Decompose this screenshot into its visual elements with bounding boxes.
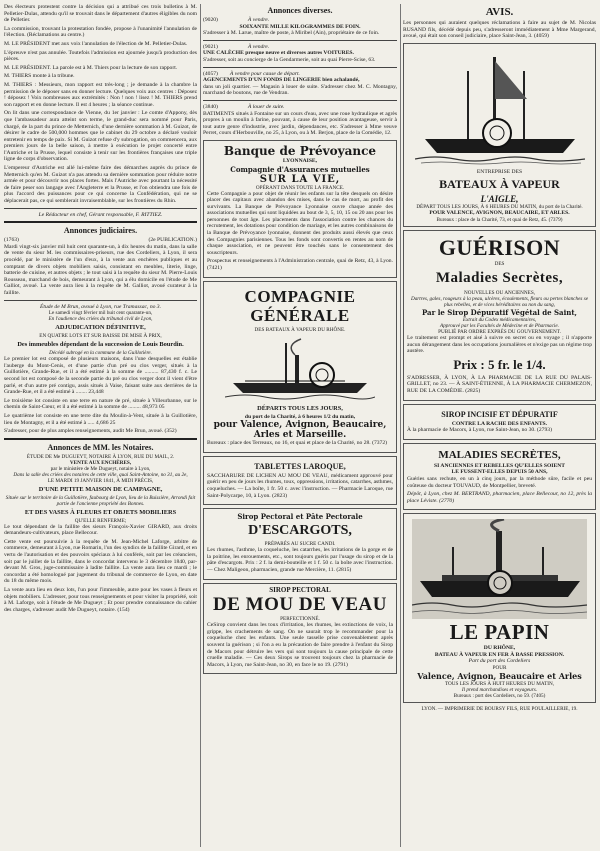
tablettes-title: TABLETTES LAROQUE, [254,461,346,471]
adjudication-sub: EN QUATRE LOTS ET SUR BAISSE DE MISE À PRIX, [39,333,162,340]
imprint: LYON. — IMPRIMERIE DE BOURSY FILS, RUE POULAILLERIE, 19. [421,706,578,713]
divider [203,67,397,68]
steamboat-illustration [412,519,587,619]
guerison-ad [403,230,596,401]
ad-label: À vendre. [247,43,270,50]
maladies-title: Maladies Secrètes, [435,269,564,286]
notice-text: Mardi vingt-six janvier mil huit cent quarante-un, à dix heures du matin, dans la salle de vente du sieur M. les commissaires-priseurs, rue des Cordeliers, à Lyon, il sera procédé, par le ministère de l'un d'eux, à la vente aux enchères publiques et au comptant de divers objets mobiliers saisis, consistant en meubles, literie, linge, batterie de cuisine, et autres objets ; le tout saisi à la requête du sieur M. Pierre-Louis Rousseau, marchand de bois, demeurant à Lyon, qui a élu domicile en l'étude de Me Galliot, avoué. La vente aura lieu à la requête de M. Galliot, avoué curateur à la faillite. [4,243,197,296]
sirop-incisif-ad [403,404,596,440]
notice-number: (1763) [4,237,19,244]
guerison-text: Le traitement est prompt et aisé à suivre en secret ou en voyage ; il n'apporte aucun dérangement dans les occupations journalières et n'exige pas un régime trop austère. [407,334,592,355]
banque-sub: LYONNAISE, [282,157,318,164]
vases-heading: ET DES VASES À FLEURS ET OBJETS MOBILIERS [24,508,177,516]
ad-number: (4057) [203,70,218,77]
ad-header [203,71,397,78]
paragraph: Des électeurs protestent contre la décision qui a attribué ces trois bulletins à M. Pelletier-Dulas, attendu qu'il se trouvait dans le département d'autres éligibles du nom de Pelletier. [4,4,197,24]
signature: Le Rédacteur en chef, Gérant responsable, F. RITTIEZ. [38,211,163,218]
papin-footer: Bureaux : port des Cordeliers, no 59. (7405) [453,693,546,700]
compagnie-generale-ad [203,281,397,453]
ad-number: (9020) [203,17,218,23]
ad-label: À louer de suite. [247,103,285,110]
ad-header [203,104,397,111]
sirop-mou-de-veau-ad [203,583,397,675]
departs-heading: DÉPARTS TOUS LES JOURS, [257,404,343,412]
column-rule [400,4,401,847]
tablettes-laroque-ad [203,456,397,505]
notaires-sub: Dans la salle des criées des notaires de cette ville, quai Saint-Antoine, no 31, au 2e, [13,471,188,478]
classified-ad [203,17,397,37]
classified-ad [203,44,397,64]
ad-number: (3840) [203,103,218,110]
divider [4,221,197,223]
ad-heading: SOIXANTE MILLE KILOGRAMMES DE FOIN. [239,23,361,30]
escargots-sub: PRÉPARÉS AU SUCRE CANDI. [264,541,336,548]
papin-sub: Il prend marchandises et voyageurs. [461,687,538,694]
paragraph: Le troisième lot consiste en une terre en nature de pré, située à Villeurbanne, sur le chemin de Saint-Cœur, et il a été estimé à la somme de ......... 48,973 05 [4,397,197,411]
papin-destinations: Valence, Avignon, Beaucaire et Arles [417,671,582,682]
notice-header [4,237,197,244]
maladies2-title: MALADIES SECRÈTES, [438,448,561,461]
paragraph: On lit dans une correspondance de Vienne, du 1er janvier : Le comte d'Appony, dès que l'ambassadeur aura atteint son terme, le grand-duc sera nommé pour Paris, chargé, de la part du prince de Metternich, d'une dernière sommation à M. Guizot, de désirer le cadre de 500,000 hommes que le cabinet du 29 octobre a déclaré vouloir entretenir en temps de paix. Si M. Guizot refuse d'y subrogation, on commencera, aux premiers jours de la belle saison, à mettre à exécution le projet concerté entre l'Autriche et la Prusse, lequel consiste à tenir sur les frontières françaises une triple ligne de corps d'observation. [4,110,197,163]
sirop2-title: SIROP PECTORAL [269,585,331,594]
departs-sub: du port de la Charité, à 6 heures 1/2 du matin, [244,413,356,420]
banque-sub: SUR LA VIE, [259,173,341,185]
steamboat-illustration [225,335,375,403]
divider [4,438,197,440]
departs-destinations: pour Valence, Avignon, Beaucaire, Arles et Marseille. [213,420,387,441]
escargots-title: D'ESCARGOTS, [248,523,352,539]
paragraph: Le quatrième lot consiste en une terre dite du Moulin-à-Vent, située à la Guillotière, lieu de Montagny, et il a été estimé à ..... 4,686 25 [4,412,197,426]
mou-sub: PERFECTIONNÉ. [280,616,320,623]
paragraph: M. THIERS monte à la tribune. [4,73,75,80]
guerison-sub: DES [494,260,505,267]
avis-text: Les personnes qui auraient quelques réclamations à faire au sujet de M. Nicolas RUSAND fils, décédé depuis peu, s'adresseront immédiatement à Mme Margerand, avoué, qui était son conseil judiciaire, place Saint-Jean, 3. (4059) [403,20,596,40]
maladies2-sub: LE FUSSENT-ELLES DEPUIS 50 ANS, [451,469,548,476]
sirop-address: À la pharmacie de Macors, à Lyon, rue Saint-Jean, no 30. (2793) [407,427,552,434]
mou-text: CeSirop convient dans les toux d'irritation, les rhumes, les extinctions de voix, la grippe, les crachements de sang. On ne saurait trop le recommander pour la coqueluche chez les enfants. Une seule tasselle prise convenablement après souvent la guérison ; si l'on a eu la précaution de faire prendre à l'enfant du Sirop de Macors pour détruire les vers qui sont toujours la cause principale de cette cruelle maladie. — Ces deux Sirops se trouvent toujours chez la pharmacie de Macors, à Lyon, rue Saint-Jean, no 30, en face le no 19. (2791) [207,622,393,668]
divider [203,100,397,101]
immeubles-sub: Décédé subrogé en la commune de la Guillotière. [49,350,152,357]
paragraph: La commission, trouvant la protestation fondée, propose à l'unanimité l'annulation de l'élection. (Réclamations au centre.) [4,25,197,39]
papin-sub: TOUS LES JOURS À HUIT HEURES DU MATIN, [444,681,555,688]
maladies2-text: Guéries sans rechute, en un à cinq jours, par la méthode sûre, facile et peu coûteuse du docteur TOUVAUD, de Montpellier, breveté. [407,475,592,489]
guerison-address: S'ADRESSER, À LYON, À LA PHARMACIE DE LA RUE DU PALAIS-GRILLET, no 23. — À SAINT-ÉTIENNE, À LA PHARMACIE CHERMEZON, RUE DE LA COMÉDIE. (2825) [407,374,592,394]
column-right [403,4,596,847]
departs-footer: Bureaux : place des Terreaux, no 16, et quai et place de la Charité, no 28. (7372) [207,440,387,447]
mou-title: DE MOU DE VEAU [213,594,387,616]
column-left [4,4,197,847]
banque-sub: Compagnie d'Assurances mutuelles [230,164,370,174]
bateaux-aigle-ad [403,43,596,227]
papin-title: LE PAPIN [449,620,550,645]
papin-pour: POUR [492,665,507,672]
paragraph: L'épreuve n'est pas annulée. Toutefois l'admission est ajournée jusqu'à production des pièces. [4,49,197,63]
campagne-heading: D'UNE PETITE MAISON DE CAMPAGNE, [38,485,163,493]
aigle-sub: DÉPART TOUS LES JOURS, À 6 HEURES DU MATIN, du port de la Charité. [416,204,583,211]
maladies-desc: Dartres, gales, rougeurs à la peau, ulcères, écoulements, fleurs ou pertes blanches se plus rebelles, et de vices héréditaires ou non du sang, [410,295,589,308]
prix: Prix : 5 fr. le 1/4. [453,356,546,372]
paragraph: S'adresser, pour de plus amples renseignements, audit Me Brun, avoué. (352) [4,428,177,435]
aigle-destinations: POUR VALENCE, AVIGNON, BEAUCAIRE, ET ARLES. [429,210,570,217]
bateaux-pre: ENTREPRISE DES [476,168,523,175]
section-title-annonces-diverses: Annonces diverses. [267,6,333,15]
paragraph: M. LE PRÉSIDENT. La parole est à M. Thiers pour la lecture de son rapport. [4,64,178,71]
sirop-escargots-ad [203,508,397,579]
banque-sub: OPÉRANT DANS TOUTE LA FRANCE. [255,184,345,191]
paragraph: La vente aura lieu en deux lots, l'un pour l'immeuble, autre pour les vases à fleurs et objets mobiliers. L'adresser, pour tous renseignements et pour visiter la propriété, soit à M. Laforge, soit à l'étude de Me Dugueyt ; Et pour prendre connaissance du cahier des charges, s'adresser audit Me Dugueyt, notaire. (154) [4,587,197,613]
campagne-sub: Située sur le territoire de la Guillotière, faubourg de Lyon, lieu de la Buissière, Arrondi fait partie de l'ancienne propriété des Bonnes. [5,494,196,507]
paragraph: Cette vente est poursuivie à la requête de M. Jean-Michel Laforge, arbitre de commerce, demeurant à Lyon, rue Romarin, l'un des syndics de la faillite Girard, et en vertu de l'autorisation et des pouvoirs spéciaux à lui conférés, soit par les créanciers, soit par le juillet de la faillite, dans le concordat intervenu le 3 décembre 1840, par-devant M. Gros, juge-commissaire à ladite faillite. La vente aura lieu ce mardi ; le concordat a été homologué par jugement du tribunal de commerce de Lyon, en date du 18 du même mois. [4,538,197,585]
notaires-sub: VENTE AUX ENCHÈRES, [69,459,132,466]
adjudication-heading: ADJUDICATION DÉFINITIVE, [55,324,146,332]
papin-ad [403,513,596,703]
maladies-secretes-ad [403,443,596,511]
steamboat-illustration [415,49,585,167]
avis-title: AVIS. [485,6,514,18]
ad-text: dans un joli quartier. — Magasin à louer de suite. S'adresser chez M. C. Montagny, marchand de boutons, rue de Vendran. [203,83,397,97]
maladies2-address: Dépôt, à Lyon, chez M. BERTRAND, pharmacien, place Bellecour, no 12, près la place Léviste. (2770) [407,491,592,504]
ad-text: BATIMENTS situés à Fontaine sur un cours d'eau, avec une roue hydraulique et agrès propres à un moulin à farine, pouvant, à cause de leur position avantageuse, servir à tout autre genre d'industrie, avec jardin, dépendances, etc. S'adresser à Mme veuve Perret, cours d'Herbouville, no 25, à Lyon, ou à M. Berjon, place de la Comédie, 12. [203,110,397,137]
ad-heading: AGENCEMENTS D'UN FONDS DE LINGERIE bien achalandé, [203,77,360,84]
banque-prevoyance-ad [203,140,397,278]
immeubles-heading: Des immeubles dépendant de la succession de Louis Bourdin. [17,341,184,349]
bateaux-title: BATEAUX À VAPEUR [439,177,560,192]
ad-number: (9021) [203,43,218,50]
compagnie-title: COMPAGNIE GÉNÉRALE [244,286,356,325]
ad-label: À vendre pour cause de départ. [229,70,300,77]
sirop-title: SIROP INCISIF ET DÉPURATIF [441,409,558,419]
paragraph: L'empereur d'Autriche est allé lui-même faire des démarches auprès du prince de Metternich qu'en M. Guizot n'a pas attendu sa dernière sommation pour réduire notre armée et pour découvrir nos places fortes. Mais l'Autriche avec pourtant la nécessité de faire peser son langage avec l'Angleterre et la Prusse, et l'on obtiendra une fois de plus l'accord des puissances pour ce qui concerne la Confédération, qui ne se déplacerait pas, ce qui semblerait invraisemblable, sur les frontières du Rhin. [4,165,197,205]
notaires-sub: par le ministère de Me Dugueyt, notaire à Lyon, [50,465,151,472]
tablettes-text: SACCHARURE DE LICHEN AU MOU DE VEAU, médicament approuvé pour guérir en peu de jours les rhumes, toux, oppressions, irritations, catarrhes, asthmes, coqueluches. — La boîte, 1 fr. 50 c. avec l'instruction. — Pharmacie Laroque, rue Saint-Polycarpe, 10, à Lyon. (2823) [207,472,393,499]
escargots-text: Les rhumes, l'asthme, la coqueluche, les catarrhes, les irritations de la gorge et de la poitrine, les enrouements, etc., sont toujours guéris par l'usage du sirop et de la pâte d'escargots. Prix : 2 f. la demi-bouteille et 1 f. 50 c. la boîte avec l'instruction. — Chez Maligeon, pharmacien, grande rue Mercière, 11. (2815) [207,547,393,573]
ad-text: S'adresser, soit au concierge de la Gendarmerie, soit au quai Pierre-Scise, 63. [203,56,376,63]
maladies-sub: NOUVELLES OU ANCIENNES, [463,289,536,296]
guerison-title: GUÉRISON [438,234,561,260]
depuratif-sub: Extrait du Codex médicamentaires, [462,316,537,323]
classified-ad [203,71,397,97]
compagnie-sub: DES BATEAUX À VAPEUR DU RHÔNE. [254,326,346,333]
sirop-sub: CONTRE LA RACHE DES ENFANTS. [451,420,548,427]
section-title-notaires: Annonces de MM. les Notaires. [47,442,154,452]
notaires-sub: ÉTUDE DE Me DUGUEYT, NOTAIRE À LYON, RUE DU MAIL, 2. [26,453,175,460]
aigle-name: L'AIGLE, [480,194,519,205]
notice-label: (2e PUBLICATION.) [148,237,197,244]
paragraph: M. THIERS : Messieurs, mon rapport est très-long ; je demande à la chambre la permission de le déposer sans en donner lecture. Quelques voix aux centres : Déposez ! déposez ! Voix nombreuses aux extrémités : Non ! non ! lisez ! M. THIERS prend son rapport et en donne lecture. Il est 4 heures ; la séance continue. [4,81,197,108]
classified-ad [203,104,397,137]
ad-label: À vendre. [247,17,270,23]
divider [4,300,197,301]
sirop-title: Sirop Pectoral et Pâte Pectorale [237,512,363,522]
vases-sub: QU'ELLE RENFERME; [74,517,127,524]
ad-text: S'adresser à M. Larue, maître de poste, à Miribel (Ain), propriétaire de ce foin. [203,30,380,37]
paragraph: Le tout dépendant de la faillite des sieurs François-Xavier GIRARD, aux droits demandeurs-cultivateurs, place Bellecour. [4,523,197,537]
banque-text: Cette Compagnie a pour objet de réunir les enfants sur la tête desquels on désire placer des capitaux avec abandon des mises, dans le cas de mort, au profit des survivants. La Banque de Prévoyance Lyonnaise ouvre chaque année des associations mutuelles qui sont liquidées au bout de 3, 5, 10, 15 ou 20 ans pour les personnes de tout âge. Les placements dans l'association contre les chances du recrutement, les dotations pour condition de mariage, et les autres combinaisons de la Banque de Prévoyance lyonnaise, donnent des produits aussi élevés que ceux des Compagnies parisiennes. Tous les fonds sont convertis en rentes au nom de chaque association, et ne peuvent être touchés sans le consentement des souscripteurs. [207,190,393,256]
papin-sub: DU RHÔNE, [483,645,516,652]
papin-sub: Part du port des Cordeliers [468,658,531,665]
paragraph: M. LE PRÉSIDENT met aux voix l'annulation de l'élection de M. Pelletier-Dulas. [4,40,188,47]
divider [203,40,397,41]
publie: PUBLIÉ PAR ORDRE EXPRÈS DU GOUVERNEMENT. [438,328,561,335]
ad-heading: UNE CALÈCHE presque neuve et diverses autres VOITURES. [203,50,354,57]
papin-sub: BATEAU À VAPEUR EN FER À BASSE PRESSION. [434,651,565,658]
banque-footer: Prospectus et renseignements à l'Administration centrale, quai de Retz, 43, à Lyon. (7421) [207,258,393,272]
approuve: Approuvé par les Facultés de Médecine et de Pharmacie. [440,322,559,329]
divider [4,208,197,209]
banque-title: Banque de Prévoyance [223,143,377,158]
vente-sub: Le samedi vingt février mil huit cent quarante-un, [48,310,153,317]
column-rule [200,4,201,847]
aigle-footer: Bureaux : place de la Charité, 73, et quai de Retz, 45. (7379) [436,216,563,223]
column-middle [203,4,397,847]
maladies2-sub: SI ANCIENNES ET REBELLES QU'ELLES SOIENT [434,462,565,469]
section-title-annonces-judiciaires: Annonces judiciaires. [63,226,138,236]
notaires-date: LE MARDI 19 JANVIER 1841, À MIDI PRÉCIS, [47,477,154,484]
vente-sub: En l'audience des criées du tribunal civil de Lyon, [48,316,153,323]
paragraph: Le premier lot est composé de plusieurs maisons, dans l'une desquelles est établie l'auberge du Mont-Cenis, et d'une partie d'un pré ou clos verger, situés à la Guillotière, Grande-Rue, et il a été estimé à la somme de .......... 87,430 f. c. Le second lot est composé de la seconde partie du pré ou clos verger dont il vient d'être parlé, et d'un autre pré contigu, assis situés à Vaise, faisant suite aux derrières de la Grande-Rue, et il a été estimé à ........ 23,448 [4,356,197,396]
depuratif: Par le Sirop Dépuratif Végétal de Saint, [421,307,577,317]
ad-header [203,17,397,24]
etude-title: Étude de M Brun, avoué à Lyon, rue Tramassac, no 3. [39,303,162,310]
